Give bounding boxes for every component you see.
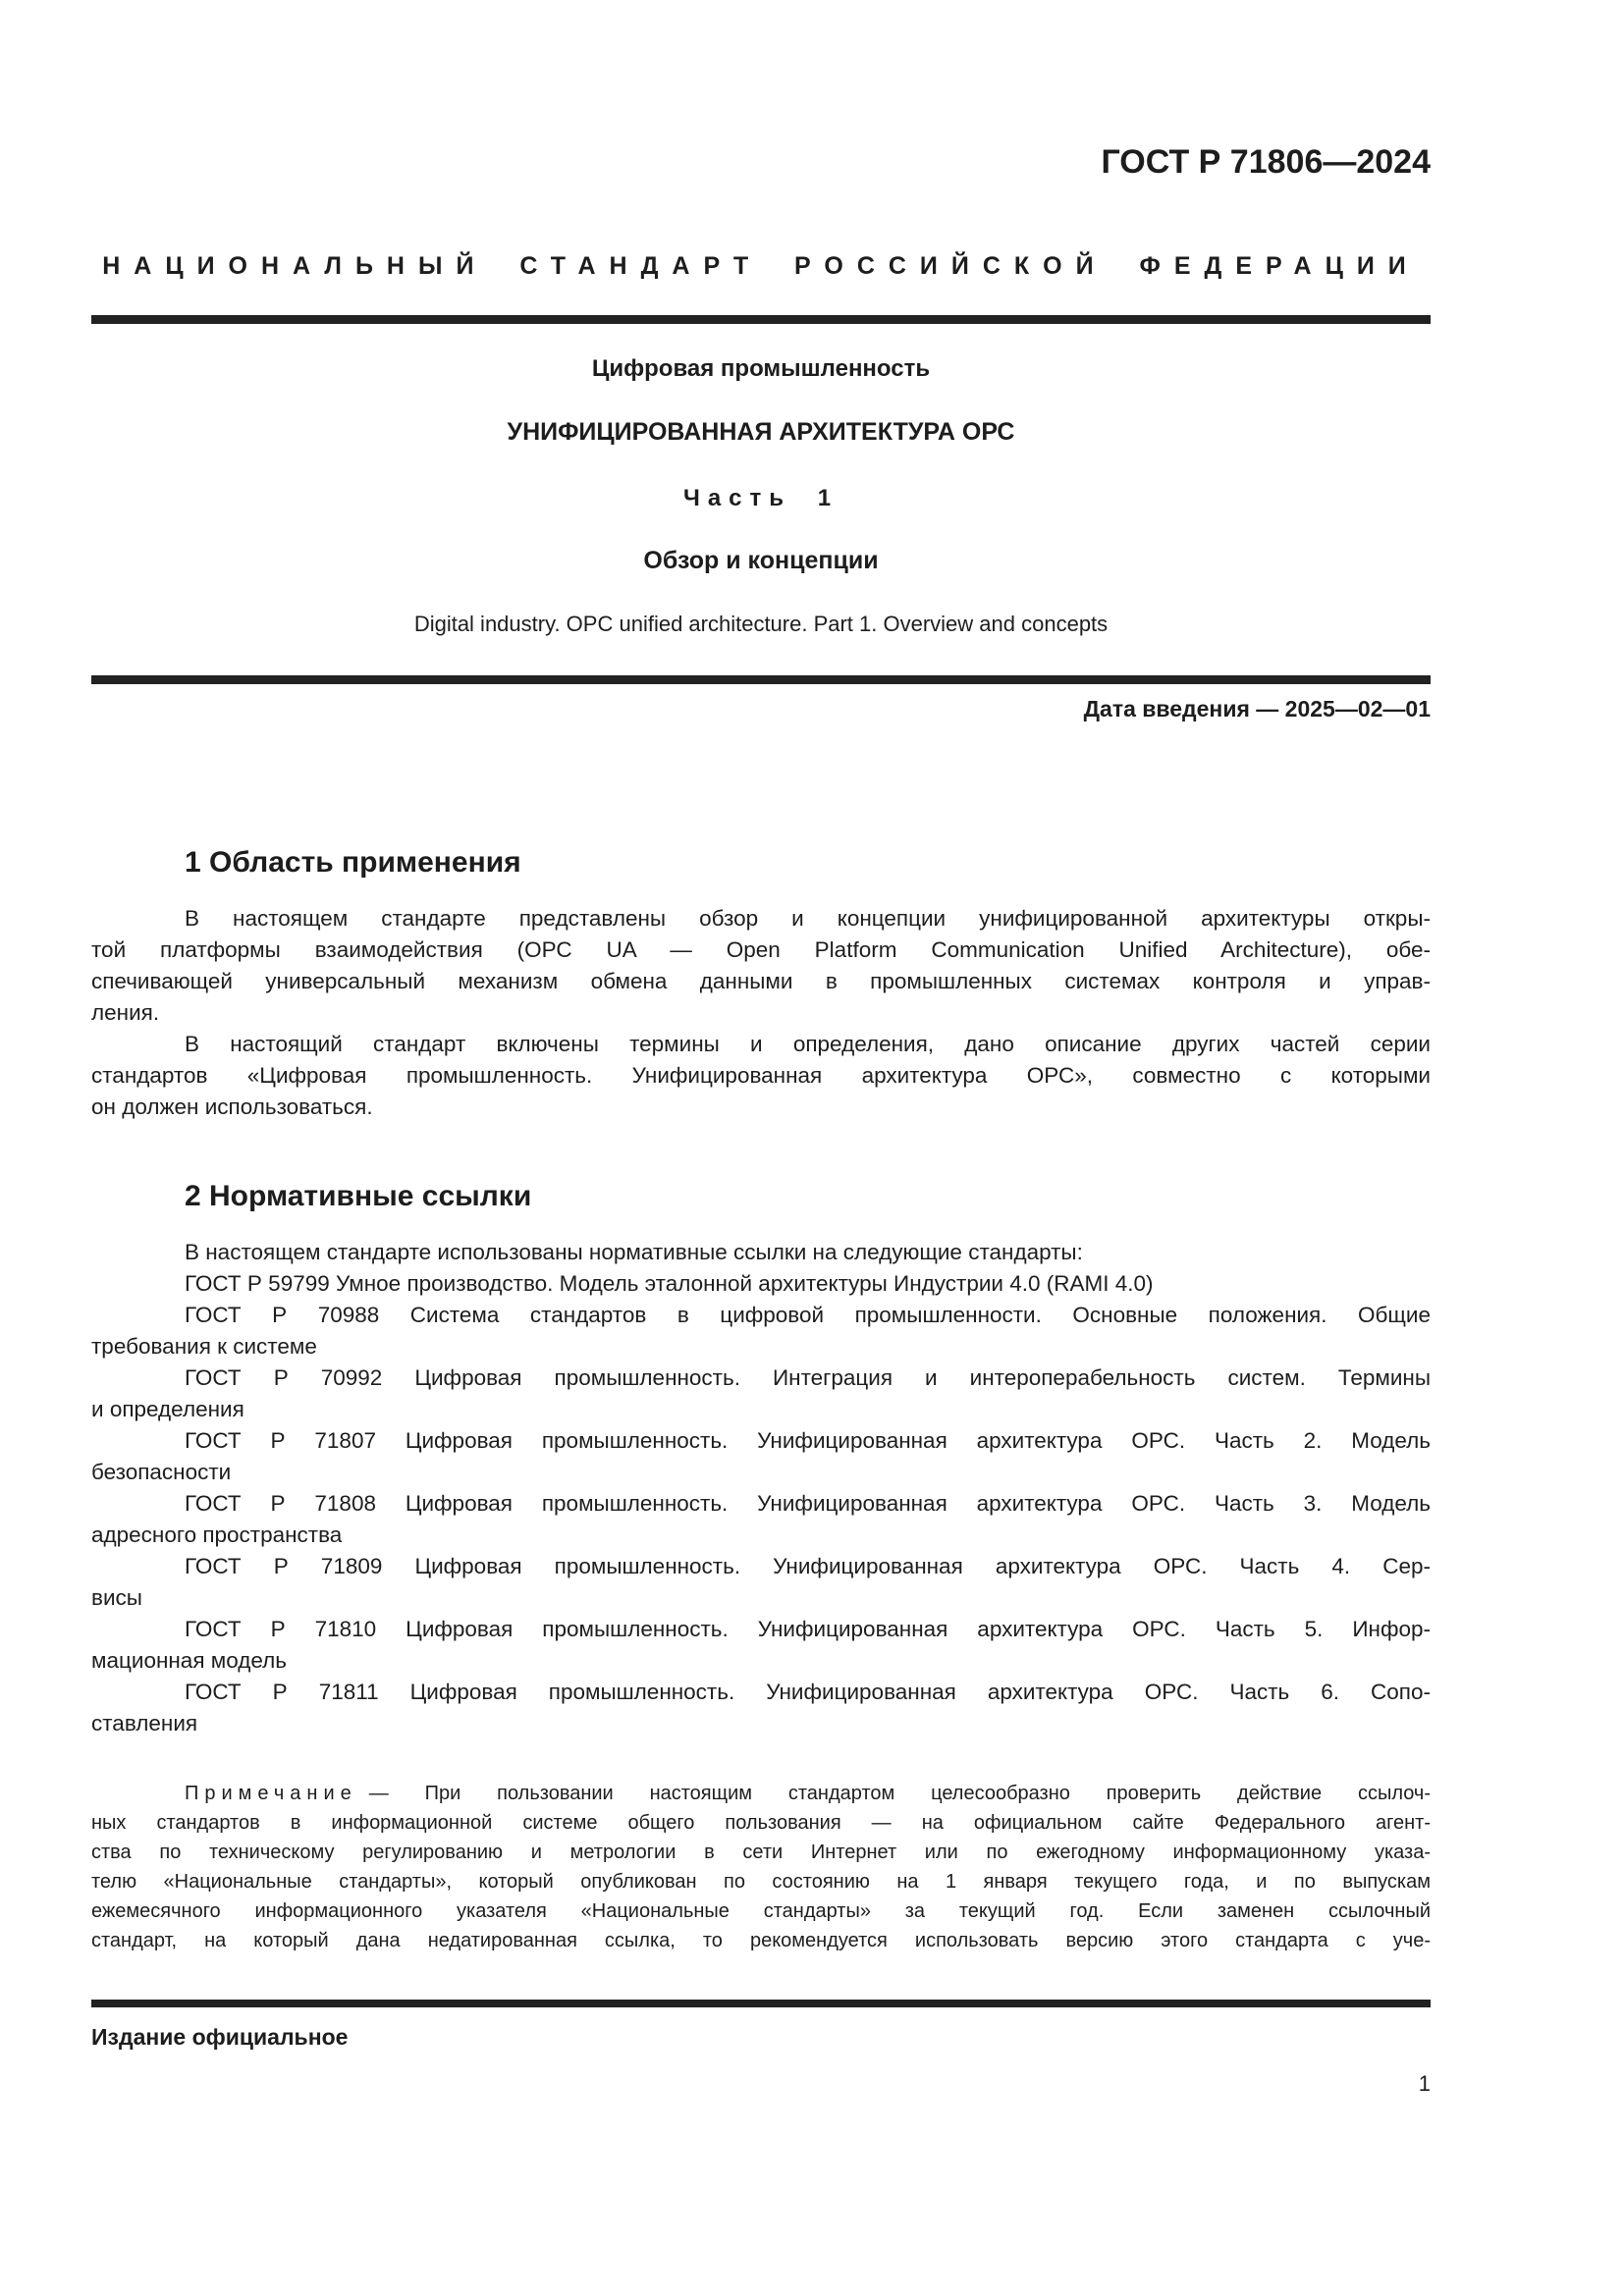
title-subject: Цифровая промышленность (591, 355, 931, 382)
effective-date: Дата введения — 2025—02—01 (1083, 696, 1431, 721)
page-number: 1 (1418, 2071, 1431, 2096)
note-line: телю «Национальные стандарты», который опубликован по состоянию на 1 января текущего года, и по выпускам (91, 1871, 1431, 1893)
section-2-heading: 2 Нормативные ссылки (185, 1180, 532, 1212)
horizontal-rule-footer (91, 2000, 1431, 2007)
reference-line: ГОСТ Р 59799 Умное производство. Модель эталонной архитектуры Индустрии 4.0 (RAMI 4.0) (185, 1271, 1154, 1296)
reference-line: требования к системе (91, 1334, 317, 1359)
title-english: Digital industry. OPC unified architecture. Part 1. Overview and concepts (413, 612, 1109, 636)
note-line (91, 1779, 1431, 1808)
horizontal-rule-top (91, 315, 1431, 324)
paragraph (91, 1029, 1431, 1123)
reference-line: и определения (91, 1397, 244, 1421)
reference-line: ГОСТ Р 70988 Система стандартов в цифровой промышленности. Основные положения. Общие (185, 1303, 1431, 1327)
section-2-body (91, 1237, 1431, 1739)
reference-item (91, 1268, 1431, 1300)
official-edition-label: Издание официальное (91, 2024, 349, 2050)
note-line: ежемесячного информационного указателя «Национальные стандарты» за текущий год. Если заменен ссылочный (91, 1900, 1431, 1922)
note-line: стандарт, на который дана недатированная ссылка, то рекомендуется использовать версию этого стандарта с уче- (91, 1930, 1431, 1951)
reference-item (91, 1677, 1431, 1739)
reference-line: ГОСТ Р 71811 Цифровая промышленность. Унифицированная архитектура ОРС. Часть 6. Сопо- (185, 1680, 1431, 1704)
body-line: он должен использоваться. (91, 1095, 373, 1119)
reference-line: мационная модель (91, 1648, 287, 1673)
doc-number: ГОСТ Р 71806—2024 (1101, 143, 1431, 181)
paragraph (91, 903, 1431, 1029)
reference-line: адресного пространства (91, 1522, 343, 1547)
reference-line: ГОСТ Р 71810 Цифровая промышленность. Унифицированная архитектура ОРС. Часть 5. Инфор- (185, 1617, 1431, 1641)
body-line: стандартов «Цифровая промышленность. Унифицированная архитектура ОРС», совместно с которыми (91, 1063, 1431, 1088)
body-line: ления. (91, 1000, 160, 1025)
section-1-body (91, 903, 1431, 1123)
title-part: Часть 1 (682, 485, 839, 511)
references-intro: В настоящем стандарте использованы нормативные ссылки на следующие стандарты: (185, 1240, 1083, 1264)
body-line: В настоящем стандарте представлены обзор и концепции унифицированной архитектуры откры- (185, 906, 1431, 931)
note-line: ных стандартов в информационной системе общего пользования — на официальном сайте Федерального агент- (91, 1812, 1431, 1834)
reference-item (91, 1614, 1431, 1677)
reference-item (91, 1300, 1431, 1362)
reference-line: висы (91, 1585, 142, 1610)
reference-item (91, 1488, 1431, 1551)
note-label: Примечание (185, 1783, 357, 1804)
reference-item (91, 1551, 1431, 1614)
body-line: спечивающей универсальный механизм обмена данными в промышленных системах контроля и управ- (91, 969, 1431, 993)
section-1-heading: 1 Область применения (185, 846, 521, 879)
body-line: В настоящий стандарт включены термины и определения, дано описание других частей серии (185, 1032, 1431, 1056)
note-paragraph (91, 1779, 1431, 1955)
reference-line: ГОСТ Р 70992 Цифровая промышленность. Интеграция и интероперабельность систем. Термины (185, 1365, 1431, 1390)
reference-line: безопасности (91, 1460, 232, 1484)
national-standard-banner: НАЦИОНАЛЬНЫЙ СТАНДАРТ РОССИЙСКОЙ ФЕДЕРАЦИИ (102, 252, 1420, 280)
body-line: той платформы взаимодействия (ОРС UA — Open Platform Communication Unified Architecture), обе- (91, 937, 1431, 962)
reference-line: ГОСТ Р 71808 Цифровая промышленность. Унифицированная архитектура ОРС. Часть 3. Модель (185, 1491, 1431, 1516)
reference-item (91, 1425, 1431, 1488)
reference-line: ГОСТ Р 71809 Цифровая промышленность. Унифицированная архитектура ОРС. Часть 4. Сер- (185, 1554, 1431, 1578)
note-line: ства по техническому регулированию и метрологии в сети Интернет или по ежегодному информационному указа- (91, 1842, 1431, 1863)
title-main: УНИФИЦИРОВАННАЯ АРХИТЕКТУРА ОРС (507, 418, 1015, 446)
title-subtitle: Обзор и концепции (643, 547, 879, 574)
reference-line: ставления (91, 1711, 198, 1735)
horizontal-rule-title (91, 675, 1431, 684)
reference-line: ГОСТ Р 71807 Цифровая промышленность. Унифицированная архитектура ОРС. Часть 2. Модель (185, 1428, 1431, 1453)
reference-item (91, 1362, 1431, 1425)
note-text: — При пользовании настоящим стандартом целесообразно проверить действие ссылоч- (368, 1783, 1431, 1804)
